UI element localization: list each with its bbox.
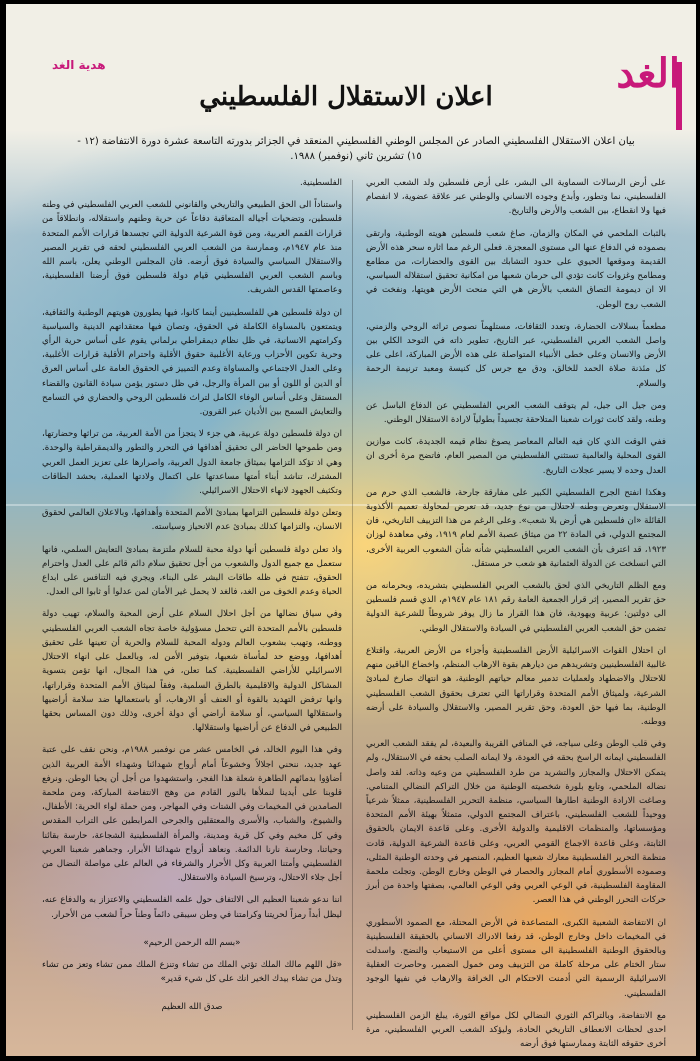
paragraph: مع الانتفاضة، وبالتراكم الثوري النضالي لكل مواقع الثورة، يبلغ الزمن الفلسطيني احدى لحظات الانعطاف التاريخي الحادة، وليؤكد الشعب العربي الفلسطيني، مرة أخرى حقوقه الثابتة وممارستها فوق أرضه: [366, 1010, 666, 1050]
subtitle: بيان اعلان الاستقلال الفلسطيني الصادر عن المجلس الوطني الفلسطيني المنعقد في الجزائر بدورته التاسعة عشرة دورة الانتفاضة (١٢ - ١٥) تشرين ثاني (نوفمبر) ١٩٨٨.: [77, 136, 635, 162]
newspaper-logo: [564, 44, 684, 140]
paragraph: واستناداً الى الحق الطبيعي والتاريخي والقانوني للشعب العربي الفلسطيني في وطنه فلسطين، وتضحيات أجياله المتعاقبة دفاعاً عن حرية وطنهم واستقلاله، وانطلاقاً من قرارات القمم العربية، ومن قوة الشرعية الدولية التي تجسدها قرارات الأمم المتحدة منذ عام ١٩٤٧م، وممارسة من الشعب العربي الفلسطيني لحقه في تقرير المصير والاستقلال السياسي والسيادة فوق أرضه. فان المجلس الوطني يعلن، باسم الله وباسم الشعب العربي الفلسطيني قيام دولة فلسطين فوق أرضنا الفلسطينية، وعاصمتها القدس الشريف.: [42, 200, 342, 296]
page-title: اعلان الاستقلال الفلسطيني: [199, 82, 493, 112]
paragraph: ففي الوقت الذي كان فيه العالم المعاصر يصوغ نظام قيمه الجديدة، كانت موازين القوى المحلية والعالمية تستثني الفلسطيني من المصير العام، فاتضح مرة أخرى ان العدل وحده لا يسير عجلات التاريخ.: [366, 437, 666, 476]
paragraph: على أرض الرسالات السماوية الى البشر، على أرض فلسطين ولد الشعب العربي الفلسطيني، نما وتطور، وأبدع وجوده الانساني والوطني عبر علاقة عضوية، لا انفصام فيها ولا انقطاع، بين الشعب والأرض والتاريخ.: [366, 178, 666, 217]
paragraph: ومع الظلم التاريخي الذي لحق بالشعب العربي الفلسطيني بتشريده، وبحرمانه من حق تقرير المصير، إثر قرار الجمعية العامة رقم ١٨١ عام ١٩٤٧م، الذي قسم فلسطين الى دولتين: عربية ويهودية، فان هذا القرار ما زال يوفر شروطاً للشرعية الدولية تضمن حق الشعب العربي الفلسطيني في السيادة والاستقلال الوطني.: [366, 581, 667, 634]
right-column: [366, 176, 667, 1050]
paragraph: مطعماً بسلالات الحضارة، وتعدد الثقافات، مستلهماً نصوص تراثه الروحي والزمني، واصل الشعب العربي الفلسطيني، عبر التاريخ، تطوير ذاته في التوحد الكلي بين الأرض والانسان وعلى خطى الأنبياء المتواصلة على هذه الأرض المباركة، اعلى على كل مئذنة صلاة الحمد للخالق، ودق مع جرس كل كنيسة ومعبد ترنيمة الرحمة والسلام.: [366, 321, 666, 389]
quran-verse: «قل اللهم مالك الملك تؤتي الملك من تشاء وتنزع الملك ممن تشاء وتعز من تشاء وتذل من تشاء بيدك الخير انك على كل شيء قدير»: [42, 959, 342, 985]
paragraph: وتعلن دولة فلسطين التزامها بمبادئ الأمم المتحدة وأهدافها، وبالاعلان العالمي لحقوق الانسان، والتزامها كذلك بمبادئ عدم الانحياز وسياسته.: [42, 508, 342, 533]
column-divider: [352, 180, 353, 1030]
paragraph: وهكذا انفتح الجرح الفلسطيني الكبير على مفارقة جارحة، فالشعب الذي حرم من الاستقلال وتعرض وطنه لاحتلال من نوع جديد، قد تعرض لمحاولة تعميم الأكذوبة القائلة «ان فلسطين هي أرض بلا شعب». وعلى الرغم من هذا التزييف التاريخي، فان المجتمع الدولي، في المادة ٢٢ من ميثاق عصبة الأمم لعام ١٩١٩، وفي معاهدة لوزان ١٩٢٣، قد اعترف بأن الشعب العربي الفلسطيني شأنه شأن الشعوب العربية الأخرى، التي انسلخت عن الدولة العثمانية هو شعب حر مستقل.: [366, 487, 666, 569]
gift-label: هدية الغد: [52, 58, 106, 72]
paragraph: ان دولة فلسطين هي للفلسطينيين أينما كانوا، فيها يطورون هويتهم الوطنية والثقافية، ويتمتعون بالمساواة الكاملة في الحقوق، وتصان فيها معتقداتهم الدينية والسياسية وكرامتهم الانسانية، في ظل نظام ديمقراطي برلماني يقوم على أساس حرية الرأي وحرية تكوين الأحزاب ورعاية الأغلبية حقوق الأقلية واحترام الأقلية قرارات الأغلبية، وعلى العدل الاجتماعي والمساواة وعدم التمييز في الحقوق العامة على أساس العرق أو الدين أو اللون أو بين المرأة والرجل، في ظل دستور يؤمن سيادة القانون والقضاء المستقل وعلى أساس الوفاء الكامل لتراث فلسطين الروحي والحضاري في التسامح والتعايش السمح بين الأديان عبر القرون.: [42, 307, 342, 418]
paragraph: وفي قلب الوطن وعلى سياجه، في المنافي القريبة والبعيدة، لم يفقد الشعب العربي الفلسطيني ايمانه الراسخ بحقه في العودة، ولا ايمانه الصلب بحقه في الاستقلال، ولم يتمكن الاحتلال والمجازر والتشريد من طرد الفلسطيني من وعيه وذاته. لقد واصل نضاله الملحمي، وتابع بلورة شخصيته الوطنية من خلال التراكم النضالي المتنامي. وصاغت الارادة الوطنية اطارها السياسي، منظمة التحرير الفلسطينية، ممثلاً شرعياً ووحيداً للشعب الفلسطيني، باعتراف المجتمع الدولي، متمثلاً بهيئة الأمم المتحدة ومؤسساتها، والمنظمات الاقليمية والدولية الأخرى. وعلى قاعدة الايمان بالحقوق الثابتة، وعلى قاعدة الاجماع القومي العربي، وعلى قاعدة الشرعية الدولية، قادت منظمة التحرير الفلسطينية معارك شعبها العظيم، المنصهر في وحدته الوطنية المثلى، وصموده الأسطوري أمام المجازر والحصار في الوطن وخارج الوطن. وتجلت ملحمة المقاومة الفلسطينية، في الوعي العربي وفي الوعي العالمي، بصفتها واحدة من أبرز حركات التحرر الوطني في هذا العصر.: [366, 739, 666, 906]
paragraph: الفلسطينية.: [299, 178, 342, 188]
paragraph: وفي سياق نضالها من أجل احلال السلام على أرض المحبة والسلام، تهيب دولة فلسطين بالأمم المتحدة التي تتحمل مسؤولية خاصة تجاه الشعب العربي الفلسطيني ووطنه، وتهيب بشعوب العالم ودوله المحبة للسلام والحرية أن تعينها على تحقيق أهدافها، ووضع حد لمأساة شعبها، بتوفير الأمن له، وبالعمل على انهاء الاحتلال الاسرائيلي للأراضي الفلسطينية. كما تعلن، في هذا المجال، انها تؤمن بتسوية المشاكل الدولية والاقليمية بالطرق السلمية، وفقاً لميثاق الأمم المتحدة وقراراتها، وانها ترفض التهديد بالقوة أو العنف أو الارهاب، أو باستعمالها ضد سلامة أراضيها واستقلالها السياسي، أو سلامة أراضي أي دولة أخرى، وذلك دون المساس بحقها الطبيعي في الدفاع عن أراضيها واستقلالها.: [42, 609, 342, 734]
paragraph: اننا ندعو شعبنا العظيم الى الالتفاف حول علمه الفلسطيني والاعتزاز به والدفاع عنه، ليظل أبداً رمزاً لحريتنا وكرامتنا في وطن سيبقى دائماً وطناً حراً لشعب من الأحرار.: [42, 895, 342, 920]
paragraph: ان الانتفاضة الشعبية الكبرى، المتصاعدة في الأرض المحتلة، مع الصمود الأسطوري في المخيمات داخل وخارج الوطن، قد رفعا الادراك الانساني بالحقيقة الفلسطينية وبالحقوق الوطنية الفلسطينية الى مستوى أعلى من الاستيعاب والنضج. واسدلت ستار الختام على مرحلة كاملة من التزييف ومن خمول الضمير، وحاصرت العقلية الاسرائيلية الرسمية التي أدمنت الاحتكام الى الخرافة والارهاب في نفيها الوجود الفلسطيني.: [366, 917, 666, 999]
bismillah: «بسم الله الرحمن الرحيم»: [143, 937, 241, 948]
paragraph: بالثبات الملحمي في المكان والزمان، صاغ شعب فلسطين هويته الوطنية، وارتقى بصموده في الدفاع عنها الى مستوى المعجزة. فعلى الرغم مما اثاره سحر هذه الأرض القديمة وموقعها الحيوي على حدود التشابك بين القوى والحضارات، من مطامع ومطامح وغزوات كانت تؤدي الى حرمان شعبها من امكانية تحقيق استقلاله السياسي، الا ان ديمومة التصاق الشعب بالأرض هي التي منحت الأرض هويتها، ونفخت في الشعب روح الوطن.: [366, 228, 666, 310]
paragraph: ان احتلال القوات الاسرائيلية الأرض الفلسطينية وأجزاء من الأرض العربية، واقتلاع غالبية الفلسطينيين وتشريدهم من ديارهم بقوة الارهاب المنظم، واخضاع الباقين منهم للاحتلال والاضطهاد ولعمليات تدمير معالم حياتهم الوطنية، هو انتهاك صارخ لمبادئ الشرعية، ولميثاق الأمم المتحدة وقراراتها التي تعترف بحقوق الشعب الفلسطيني الوطنية، بما فيها حق العودة، وحق تقرير المصير، والاستقلال والسيادة على أرضه ووطنه.: [366, 645, 666, 727]
paragraph: واذ تعلن دولة فلسطين أنها دولة محبة للسلام ملتزمة بمبادئ التعايش السلمي، فانها ستعمل مع جميع الدول والشعوب من أجل تحقيق سلام دائم قائم على العدل واحترام الحقوق، تتفتح في ظله طاقات البشر على البناء، ويجري فيه التنافس على ابداع الحياة وعدم الخوف من الغد، فالغد لا يحمل غير الأمان لمن عدلوا أو ثابوا الى العدل.: [42, 544, 342, 598]
paragraph: وفي هذا اليوم الخالد، في الخامس عشر من نوفمبر ١٩٨٨م، ونحن نقف على عتبة عهد جديد، ننحني اجلالاً وخشوعاً أمام أرواح شهدائنا وشهداء الأمة العربية الذين أضاؤوا بدمائهم الطاهرة شعلة هذا الفجر، واستشهدوا من أجل أن يحيا الوطن. ونرفع قلوبنا على أيدينا لنملأها بالنور القادم من وهج الانتفاضة المباركة، ومن ملحمة الصامدين في المخيمات وفي الشتات وفي المهاجر، ومن حملة لواء الحرية: الأطفال، والشيوخ، والشباب، والأسرى والمعتقلين والجرحى المرابطين على التراب المقدس وفي كل مخيم وفي كل قرية ومدينة، والمرأة الفلسطينية الشجاعة، حارسة بقائنا وحياتنا، وحارسة نارنا الدائمة. ونعاهد أرواح شهدائنا الأبرار، وجماهير شعبنا العربي الفلسطيني وأمتنا العربية وكل الأحرار والشرفاء في العالم على مواصلة النضال من أجل جلاء الاحتلال، وترسيخ السيادة والاستقلال.: [42, 745, 342, 884]
paragraph: ان دولة فلسطين دولة عربية، هي جزء لا يتجزأ من الأمة العربية، من تراثها وحضارتها، ومن طموحها الحاضر الى تحقيق أهدافها في التحرر والتطور والديمقراطية والوحدة. وهي اذ تؤكد التزامها بميثاق جامعة الدول العربية، واصرارها على تعزيز العمل العربي المشترك، تناشد أبناء أمتها مساعدتها على اكتمال ولادتها العملية، بحشد الطاقات وتكثيف الجهود لانهاء الاحتلال الاسرائيلي.: [42, 429, 342, 497]
paragraph: ومن جيل الى جيل، لم يتوقف الشعب العربي الفلسطيني عن الدفاع الباسل عن وطنه، ولقد كانت ثورات شعبنا المتلاحقة تجسيداً بطولياً لارادة الاستقلال الوطني.: [366, 400, 666, 426]
left-column: [42, 176, 342, 1036]
closing-phrase: صدق الله العظيم: [161, 1002, 223, 1013]
newspaper-page: [6, 4, 696, 1056]
logo-text: الغد: [616, 50, 680, 97]
